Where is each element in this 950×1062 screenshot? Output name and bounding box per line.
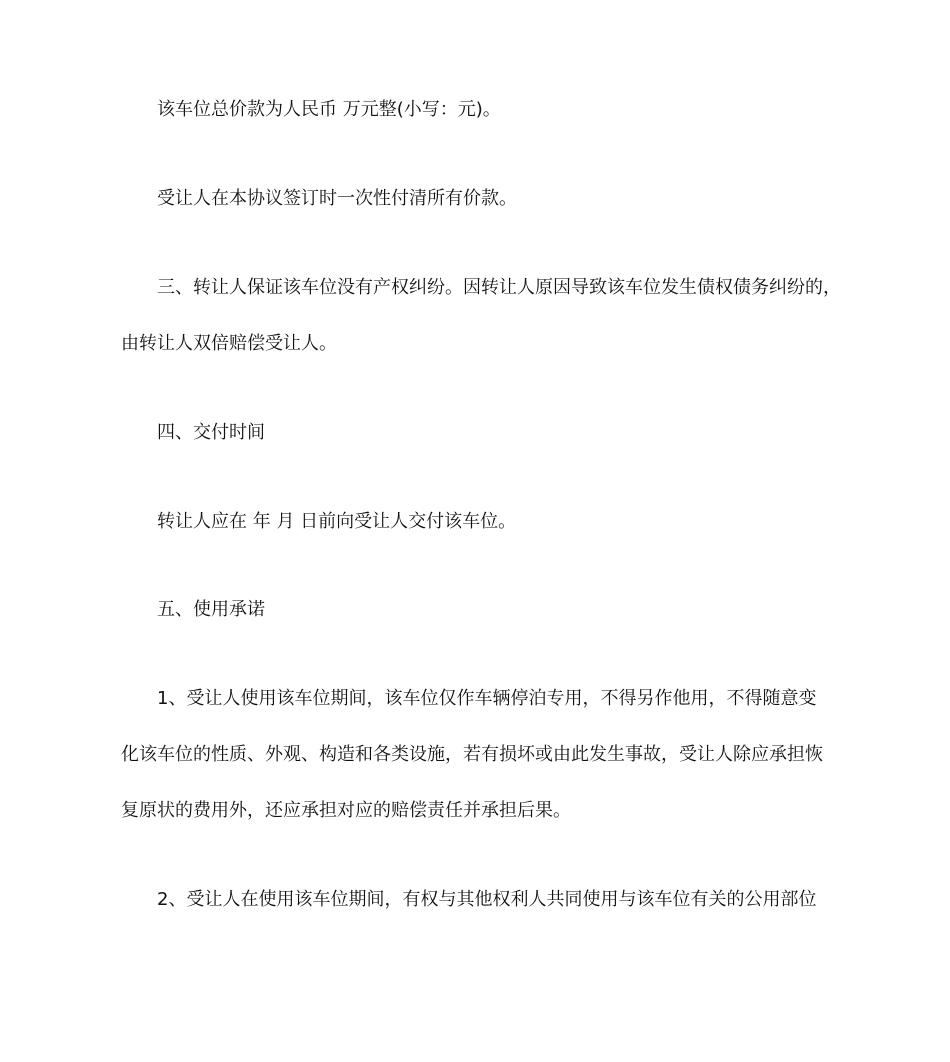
paragraph-payment: 受让人在本协议签订时一次性付清所有价款。: [157, 188, 517, 209]
paragraph-delivery: 转让人应在 年 月 日前向受让人交付该车位。: [157, 511, 517, 532]
heading-section-5: 五、使用承诺: [157, 599, 265, 620]
paragraph-commitment-2-line-1: 2、受让人在使用该车位期间，有权与其他权利人共同使用与该车位有关的公用部位: [157, 889, 817, 910]
paragraph-total-price: 该车位总价款为人民币 万元整(小写：元)。: [157, 99, 501, 120]
paragraph-section-3-line-2: 由转让人双倍赔偿受让人。: [121, 333, 337, 354]
paragraph-commitment-1-line-3: 复原状的费用外，还应承担对应的赔偿责任并承担后果。: [121, 800, 571, 821]
paragraph-commitment-1-line-2: 化该车位的性质、外观、构造和各类设施，若有损坏或由此发生事故，受让人除应承担恢: [121, 744, 823, 765]
paragraph-commitment-1-line-1: 1、受让人使用该车位期间，该车位仅作车辆停泊专用，不得另作他用，不得随意变: [157, 688, 817, 709]
paragraph-section-3-line-1: 三、转让人保证该车位没有产权纠纷。因转让人原因导致该车位发生债权债务纠纷的，: [157, 277, 841, 298]
heading-section-4: 四、交付时间: [157, 422, 265, 443]
